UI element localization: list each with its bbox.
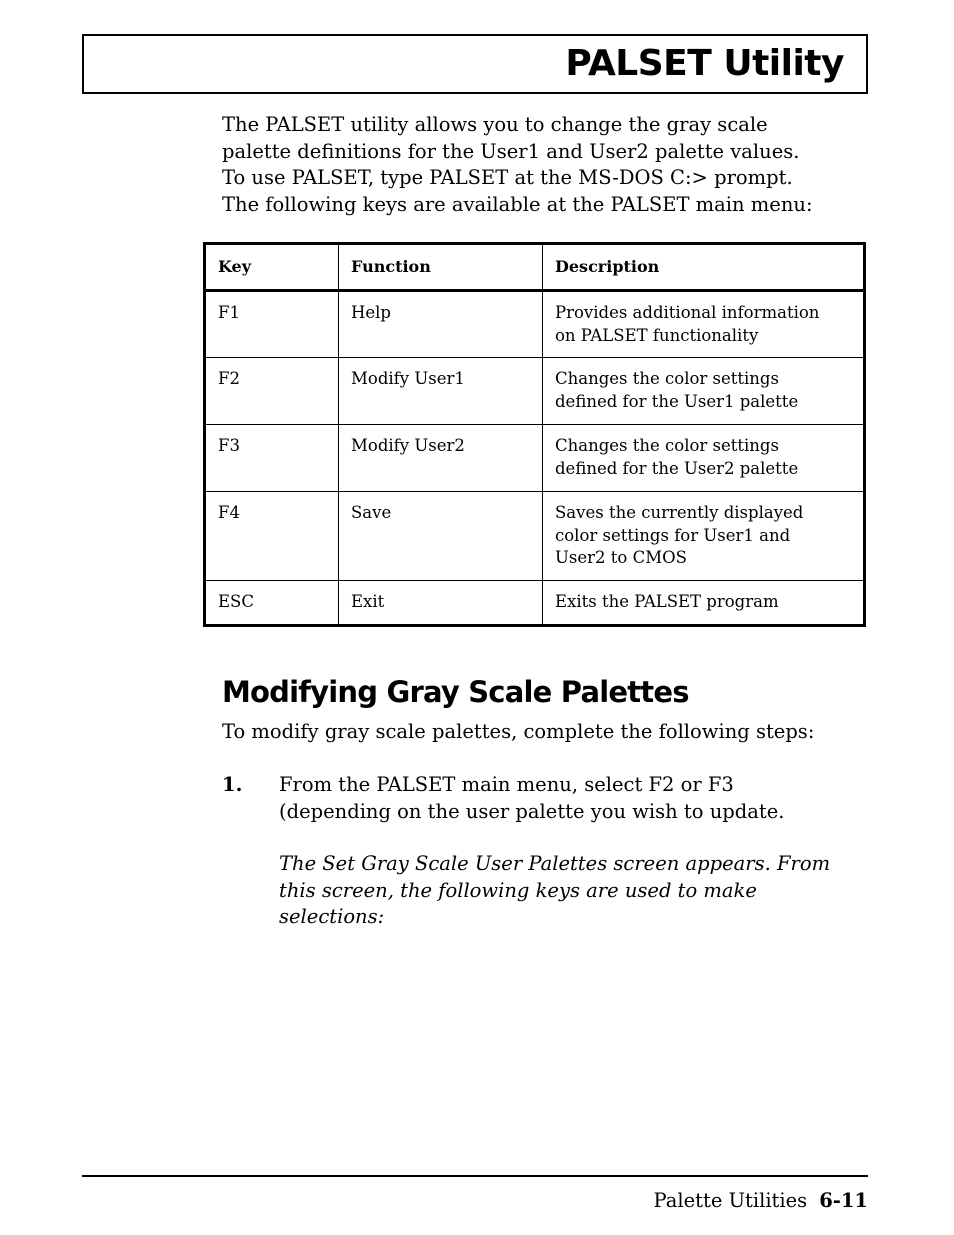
description-cell bbox=[543, 425, 865, 492]
intro-line: To use PALSET, type PALSET at the MS-DOS C:> prompt. bbox=[222, 166, 793, 189]
intro-paragraph bbox=[222, 112, 872, 218]
intro-line: The following keys are available at the PALSET main menu: bbox=[222, 192, 813, 216]
description-cell bbox=[543, 358, 865, 425]
step-line: (depending on the user palette you wish to update. bbox=[279, 799, 785, 823]
intro-line: The PALSET utility allows you to change the gray scale bbox=[222, 113, 768, 136]
function-cell: Modify User2 bbox=[339, 425, 543, 492]
page-title: PALSET Utility bbox=[565, 43, 844, 84]
description-line: Changes the color settings bbox=[555, 369, 779, 388]
column-header-key: Key bbox=[205, 244, 339, 291]
table-row bbox=[205, 291, 865, 358]
function-cell: Exit bbox=[339, 581, 543, 626]
description-line: defined for the User2 palette bbox=[555, 458, 799, 478]
description-cell bbox=[543, 291, 865, 358]
description-line: defined for the User1 palette bbox=[555, 391, 799, 411]
table-row bbox=[205, 358, 865, 425]
footer-chapter: Palette Utilities bbox=[653, 1189, 808, 1212]
table-row bbox=[205, 425, 865, 492]
key-cell: F3 bbox=[205, 425, 339, 492]
footer-rule bbox=[82, 1175, 868, 1177]
step-text bbox=[279, 772, 879, 825]
step-result-line: this screen, the following keys are used to make bbox=[279, 878, 757, 902]
description-line: Provides additional information bbox=[555, 303, 820, 322]
intro-line: palette definitions for the User1 and User2 palette values. bbox=[222, 139, 800, 163]
description-line: Saves the currently displayed bbox=[555, 503, 804, 522]
page-number: 6-11 bbox=[819, 1189, 868, 1212]
description-line: on PALSET functionality bbox=[555, 325, 759, 345]
table-row bbox=[205, 492, 865, 581]
step-result-line: selections: bbox=[279, 905, 385, 928]
title-box bbox=[82, 34, 868, 94]
key-cell: F2 bbox=[205, 358, 339, 425]
function-cell: Help bbox=[339, 291, 543, 358]
description-cell bbox=[543, 581, 865, 626]
description-line: Exits the PALSET program bbox=[555, 592, 779, 611]
function-cell: Save bbox=[339, 492, 543, 581]
section-heading: Modifying Gray Scale Palettes bbox=[222, 675, 689, 709]
key-cell: F1 bbox=[205, 291, 339, 358]
table-row bbox=[205, 581, 865, 626]
page-footer bbox=[654, 1187, 868, 1215]
keys-table bbox=[203, 242, 866, 627]
section-intro: To modify gray scale palettes, complete the following steps: bbox=[222, 720, 815, 743]
step-result bbox=[279, 851, 879, 931]
column-header-description: Description bbox=[543, 244, 865, 291]
key-cell: F4 bbox=[205, 492, 339, 581]
step-number: 1. bbox=[222, 773, 243, 796]
table-header-row bbox=[205, 244, 865, 291]
step-line: From the PALSET main menu, select F2 or F3 bbox=[279, 773, 734, 796]
description-cell bbox=[543, 492, 865, 581]
description-line: color settings for User1 and bbox=[555, 525, 791, 545]
description-line: Changes the color settings bbox=[555, 436, 779, 455]
column-header-function: Function bbox=[339, 244, 543, 291]
description-line: User2 to CMOS bbox=[555, 548, 687, 567]
function-cell: Modify User1 bbox=[339, 358, 543, 425]
key-cell: ESC bbox=[205, 581, 339, 626]
step-result-line: The Set Gray Scale User Palettes screen appears. From bbox=[279, 852, 831, 875]
